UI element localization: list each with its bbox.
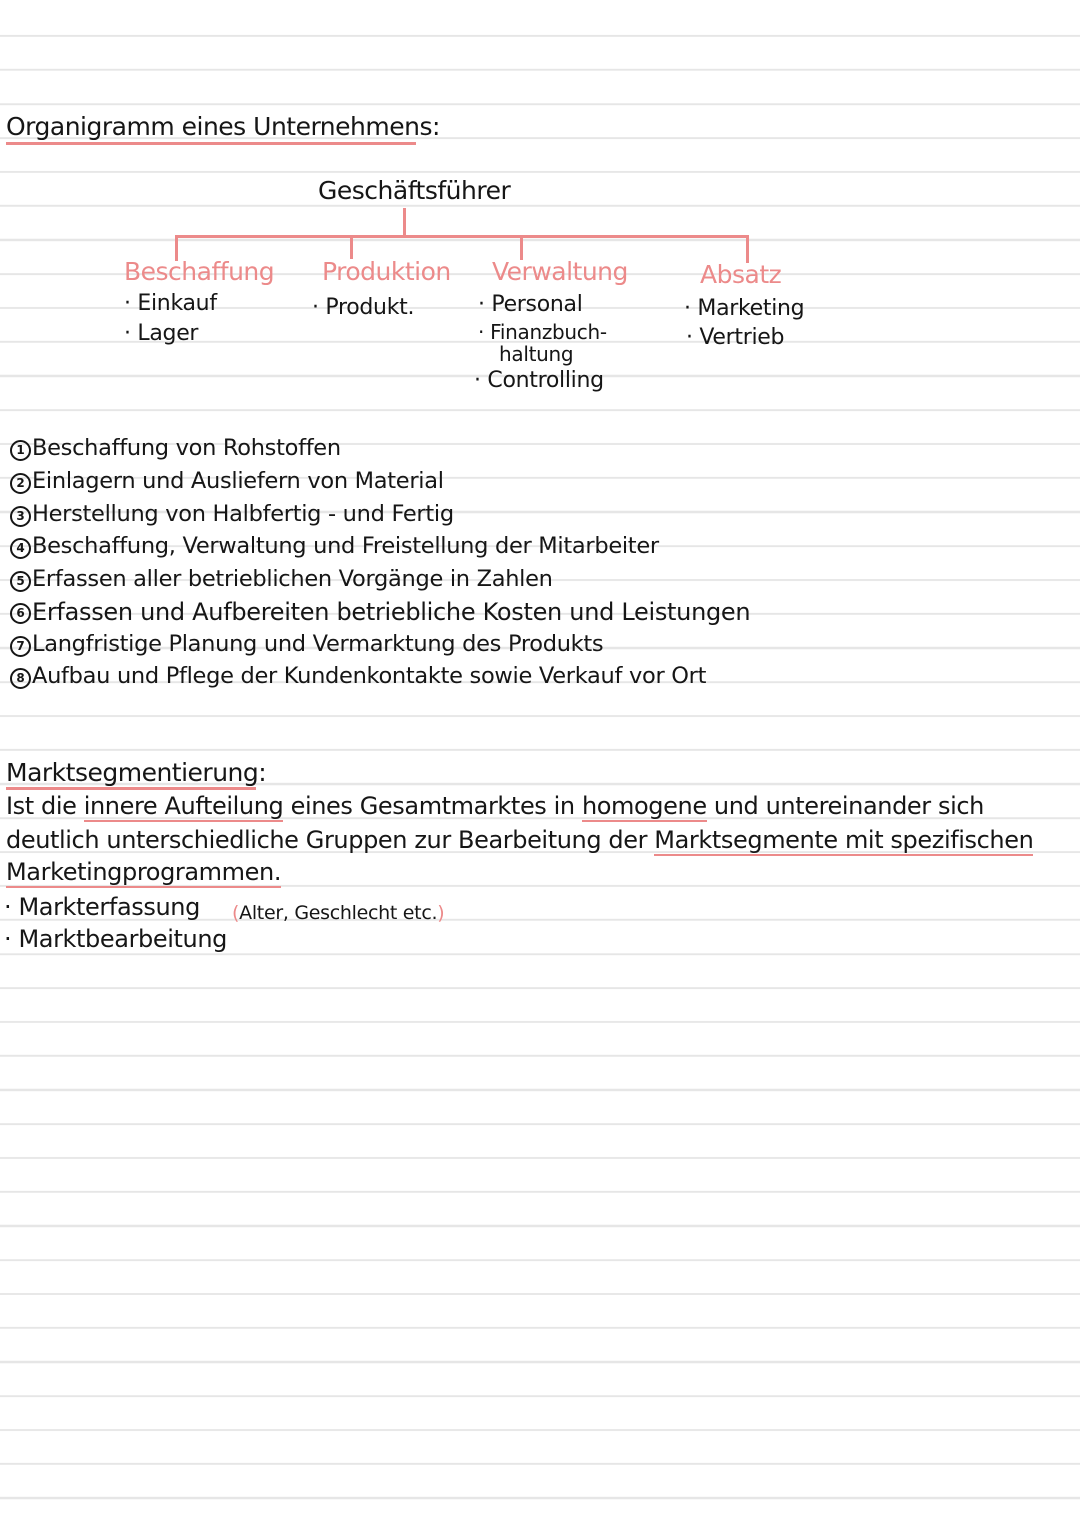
- task-number-badge: 2: [10, 473, 31, 494]
- task-item: Herstellung von Halbfertig - und Fertig: [32, 501, 454, 527]
- org-root: Geschäftsführer: [318, 176, 511, 205]
- task-number-badge: 3: [10, 506, 31, 527]
- task-number-badge: 4: [10, 538, 31, 559]
- note-annotation: (Alter, Geschlecht etc.): [232, 902, 445, 924]
- task-item: Erfassen aller betrieblichen Vorgänge in Zahlen: [32, 566, 553, 592]
- org-item: haltung: [499, 342, 574, 366]
- definition-line-3: Marketingprogrammen.: [6, 858, 282, 886]
- org-item: · Personal: [478, 292, 583, 317]
- task-item: Einlagern und Ausliefern von Material: [32, 468, 444, 494]
- org-connector-root: [403, 208, 406, 236]
- task-number-badge: 7: [10, 636, 31, 657]
- definition-line-1: Ist die innere Aufteilung eines Gesamtmarktes in homogene und untereinander sich: [6, 792, 984, 820]
- task-item: Langfristige Planung und Vermarktung des Produkts: [32, 631, 604, 657]
- org-dept-absatz: Absatz: [700, 260, 782, 289]
- org-connector-produktion: [350, 235, 353, 259]
- org-item: · Finanzbuch-: [478, 320, 607, 344]
- org-dept-produktion: Produktion: [322, 257, 451, 286]
- task-item: Beschaffung, Verwaltung und Freistellung der Mitarbeiter: [32, 533, 659, 559]
- org-item: · Produkt.: [312, 295, 415, 320]
- org-dept-verwaltung: Verwaltung: [492, 257, 628, 286]
- task-item: Aufbau und Pflege der Kundenkontakte sowie Verkauf vor Ort: [32, 663, 707, 689]
- org-item: · Marketing: [684, 296, 805, 321]
- task-number-badge: 6: [10, 603, 31, 624]
- section-heading-organigram: Organigramm eines Unternehmens:: [6, 112, 416, 145]
- bullet-markterfassung: · Markterfassung: [4, 893, 200, 921]
- task-item: Erfassen und Aufbereiten betriebliche Kosten und Leistungen: [32, 598, 751, 626]
- definition-line-2: deutlich unterschiedliche Gruppen zur Bearbeitung der Marktsegmente mit spezifischen: [6, 826, 1034, 854]
- org-connector-absatz: [746, 235, 749, 263]
- org-item: · Controlling: [474, 368, 604, 393]
- task-item: Beschaffung von Rohstoffen: [32, 435, 341, 461]
- task-number-badge: 1: [10, 440, 31, 461]
- org-dept-beschaffung: Beschaffung: [124, 257, 275, 286]
- bullet-marktbearbeitung: · Marktbearbeitung: [4, 925, 227, 953]
- section-heading-marktsegmentierung: Marktsegmentierung:: [6, 758, 256, 790]
- org-item: · Vertrieb: [686, 325, 785, 350]
- org-item: · Einkauf: [124, 291, 217, 316]
- org-item: · Lager: [124, 321, 199, 346]
- task-number-badge: 8: [10, 668, 31, 689]
- task-number-badge: 5: [10, 571, 31, 592]
- org-connector-horizontal: [175, 235, 749, 238]
